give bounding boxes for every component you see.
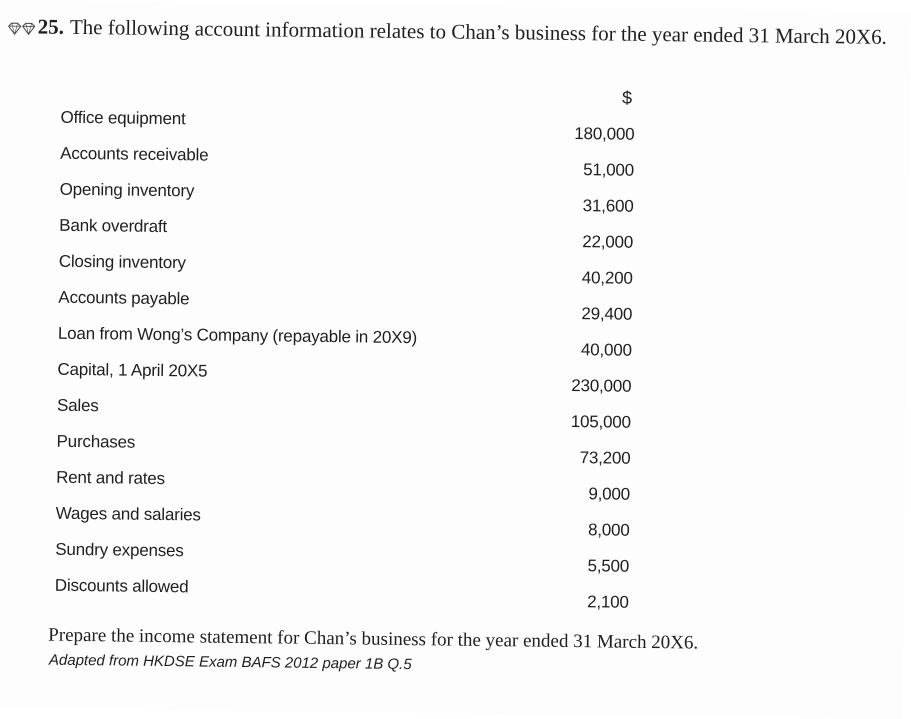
account-label: Capital, 1 April 20X5 (57, 360, 207, 382)
difficulty-rating (8, 22, 36, 35)
account-information-table (61, 81, 621, 88)
account-amount: 8,000 (529, 520, 629, 541)
account-amount: 51,000 (534, 160, 634, 181)
source-citation: Adapted from HKDSE Exam BAFS 2012 paper 1B Q.5 (49, 652, 412, 673)
account-amount: 31,600 (533, 196, 633, 217)
account-label: Accounts receivable (60, 144, 209, 166)
account-amount: 105,000 (531, 412, 631, 433)
account-amount: 230,000 (531, 376, 631, 397)
account-amount: 2,100 (529, 592, 629, 613)
question-text: The following account information relates to Chan’s business for the year ended 31 March 20X6. (70, 15, 887, 50)
account-amount: 73,200 (530, 448, 630, 469)
diamond-icon (22, 22, 36, 35)
account-label: Rent and rates (56, 468, 165, 489)
account-label: Purchases (56, 432, 135, 453)
question-number: 25. (38, 14, 65, 39)
account-label: Bank overdraft (59, 216, 167, 237)
account-label: Opening inventory (60, 180, 195, 202)
diamond-icon (8, 22, 22, 35)
account-rows (55, 108, 621, 619)
table-row (55, 576, 615, 619)
account-label: Sales (57, 396, 99, 417)
account-label: Discounts allowed (55, 576, 189, 598)
currency-header: $ (572, 87, 632, 109)
question-header (8, 14, 888, 50)
account-label: Office equipment (60, 108, 185, 130)
account-amount: 29,400 (532, 304, 632, 325)
account-amount: 180,000 (534, 124, 634, 145)
account-amount: 40,200 (533, 268, 633, 289)
instruction-text: Prepare the income statement for Chan’s business for the year ended 31 March 20X6. (48, 625, 698, 655)
account-amount: 5,500 (529, 556, 629, 577)
account-label: Closing inventory (59, 252, 186, 274)
account-label: Wages and salaries (56, 504, 201, 526)
account-label: Loan from Wong’s Company (repayable in 20X9) (58, 324, 417, 348)
account-amount: 9,000 (530, 484, 630, 505)
account-amount: 22,000 (533, 232, 633, 253)
account-amount: 40,000 (532, 340, 632, 361)
account-label: Sundry expenses (55, 540, 184, 562)
account-label: Accounts payable (58, 288, 189, 310)
